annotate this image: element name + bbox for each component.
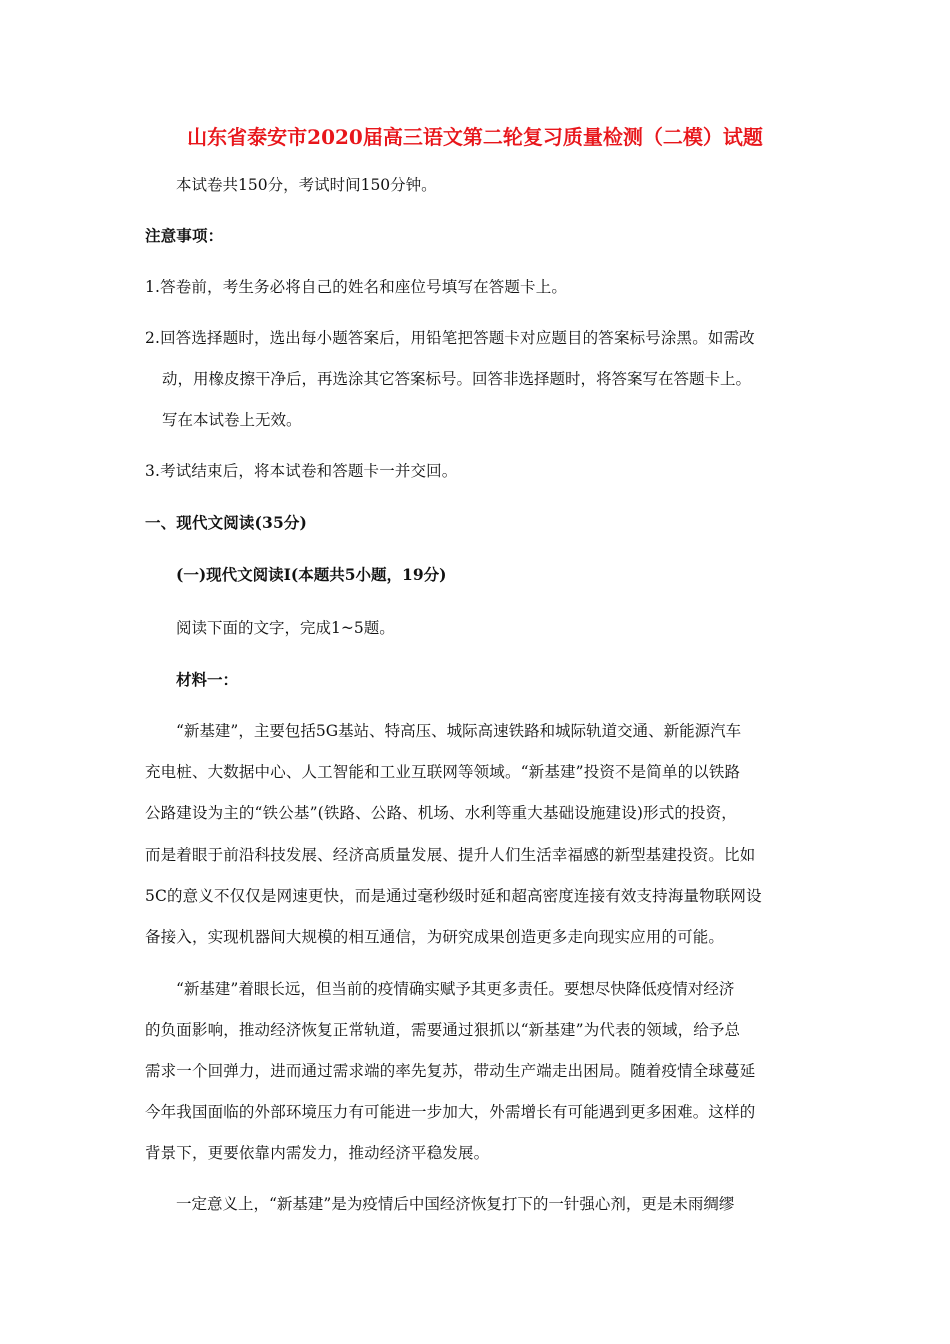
paragraph1-line: 5C的意义不仅仅是网速更快，而是通过毫秒级时延和超高密度连接有效支持海量物联网设 (145, 887, 762, 905)
paragraph3-line: 一定意义上，“新基建”是为疫情后中国经济恢复打下的一针强心剂，更是未雨绸缪 (176, 1195, 735, 1213)
paragraph1-line: 充电桩、大数据中心、人工智能和工业互联网等领域。“新基建”投资不是简单的以铁路 (145, 763, 741, 781)
document-title: 山东省泰安市2020届高三语文第二轮复习质量检测（二模）试题 (187, 125, 763, 149)
paragraph2-line: 背景下，更要依靠内需发力，推动经济平稳发展。 (145, 1144, 490, 1162)
paragraph2-line: 的负面影响，推动经济恢复正常轨道，需要通过狠抓以“新基建”为代表的领域，给予总 (145, 1021, 741, 1039)
notice-item-2-cont2: 写在本试卷上无效。 (162, 411, 302, 429)
paragraph1-line: “新基建”，主要包括5G基站、特高压、城际高速铁路和城际轨道交通、新能源汽车 (176, 722, 742, 740)
notice-item-2-cont: 动，用橡皮擦干净后，再选涂其它答案标号。回答非选择题时，将答案写在答题卡上。 (162, 370, 752, 388)
reading-instruction: 阅读下面的文字，完成1~5题。 (176, 619, 395, 637)
paragraph2-line: “新基建”着眼长远，但当前的疫情确实赋予其更多责任。要想尽快降低疫情对经济 (176, 980, 735, 998)
notice-item-1: 1.答卷前，考生务必将自己的姓名和座位号填写在答题卡上。 (145, 278, 567, 296)
exam-intro: 本试卷共150分，考试时间150分钟。 (176, 176, 437, 194)
paragraph1-line: 备接入，实现机器间大规模的相互通信，为研究成果创造更多走向现实应用的可能。 (145, 928, 725, 946)
paragraph1-line: 公路建设为主的“铁公基”(铁路、公路、机场、水利等重大基础设施建设)形式的投资， (145, 804, 737, 822)
paragraph2-line: 需求一个回弹力，进而通过需求端的率先复苏，带动生产端走出困局。随着疫情全球蔓延 (145, 1062, 756, 1080)
subsection-heading: (一)现代文阅读Ⅰ(本题共5小题，19分) (176, 565, 447, 584)
notice-item-2: 2.回答选择题时，选出每小题答案后，用铅笔把答题卡对应题目的答案标号涂黑。如需改 (145, 329, 755, 347)
paragraph2-line: 今年我国面临的外部环境压力有可能进一步加大，外需增长有可能遇到更多困难。这样的 (145, 1103, 756, 1121)
notice-item-3: 3.考试结束后，将本试卷和答题卡一并交回。 (145, 462, 458, 480)
notice-heading: 注意事项： (145, 226, 224, 245)
section-heading: 一、现代文阅读(35分) (145, 513, 308, 532)
paragraph1-line: 而是着眼于前沿科技发展、经济高质量发展、提升人们生活幸福感的新型基建投资。比如 (145, 846, 756, 864)
material-label: 材料一： (176, 670, 239, 689)
